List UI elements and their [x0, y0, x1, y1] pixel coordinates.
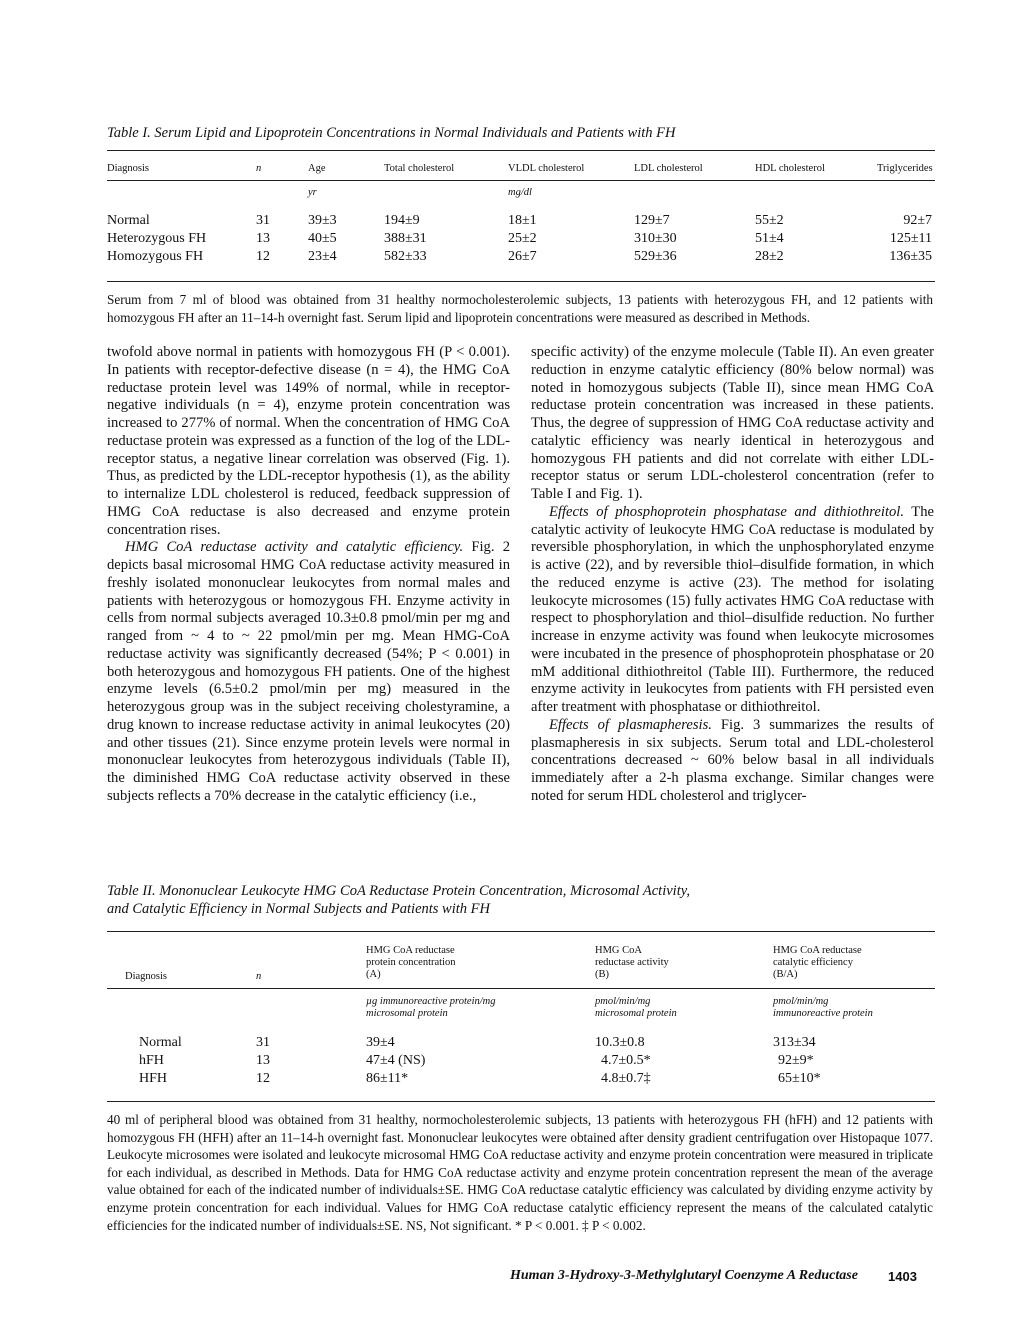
header-line: (A): [366, 969, 381, 980]
t1-h-tg: Triglycerides: [877, 163, 933, 174]
t2-unit-c: [773, 996, 873, 1020]
unit-line: µg immunoreactive protein/mg: [366, 996, 496, 1007]
t2-unit-b: [595, 996, 677, 1020]
cell: 25±2: [508, 231, 537, 246]
body-right-column: [531, 344, 934, 806]
t1-h-diagnosis: Diagnosis: [107, 163, 149, 174]
body-left-column: [107, 344, 510, 806]
paragraph-text: The catalytic activity of leukocyte HMG CoA reductase is modulated by reversible phosphorylation, in which the unphosphorylated enzyme is active (22), and by reversible thiol–disulfide formation, in which the reduced enzyme is active (23). The method for isolating leukocyte microsomes (15) fully activates HMG CoA reductase with respect to phosphorylation and thiol–disulfide reduction. No further increase in enzyme activity was found when leukocyte microsomes were incubated in the presence of phosphoprotein phosphatase or 20 mM additional dithiothreitol (Table III). Furthermore, the reduced enzyme activity in leukocytes from patients with FH persisted even after treatment with phosphatase or dithiothreitol.: [531, 503, 934, 715]
cell: 92±7: [903, 213, 932, 228]
cell: 39±3: [308, 213, 337, 228]
cell: 313±34: [773, 1035, 816, 1050]
t2-h-a: [366, 945, 456, 981]
cell: Homozygous FH: [107, 249, 204, 264]
cell: 310±30: [634, 231, 677, 246]
cell: 18±1: [508, 213, 537, 228]
header-line: HMG CoA: [595, 945, 642, 956]
unit-line: immunoreactive protein: [773, 1008, 873, 1019]
paragraph: [531, 344, 934, 504]
t2-h-c: [773, 945, 862, 981]
cell: 31: [256, 213, 270, 228]
cell: 23±4: [308, 249, 337, 264]
section-heading: Effects of phosphoprotein phosphatase and dithiothreitol.: [549, 503, 904, 520]
cell: 388±31: [384, 231, 427, 246]
t1-h-age: Age: [308, 163, 326, 174]
header-line: catalytic efficiency: [773, 957, 853, 968]
header-line: HMG CoA reductase: [773, 945, 862, 956]
cell: 4.8±0.7‡: [601, 1071, 651, 1086]
paragraph: [107, 539, 510, 805]
cell: 125±11: [889, 231, 932, 246]
cell: 39±4: [366, 1035, 395, 1050]
t1-h-total: Total cholesterol: [384, 163, 455, 174]
table1-caption: Table I. Serum Lipid and Lipoprotein Concentrations in Normal Individuals and Patients with FH: [107, 125, 676, 141]
cell: 582±33: [384, 249, 427, 264]
table1-top-rule: [107, 150, 935, 151]
cell: 28±2: [755, 249, 784, 264]
cell: 13: [256, 1053, 270, 1068]
cell: 40±5: [308, 231, 337, 246]
cell: 51±4: [755, 231, 784, 246]
t1-h-hdl: HDL cholesterol: [755, 163, 825, 174]
table1-header-rule: [107, 180, 935, 181]
table1-footnote: Serum from 7 ml of blood was obtained from 31 healthy normocholesterolemic subjects, 13 patients with heterozygous FH, and 12 patients with homozygous FH after an 11–14-h overnight fast. Serum lipid and lipoprotein concentrations were measured as described in Methods.: [107, 292, 933, 325]
t1-h-vldl: VLDL cholesterol: [508, 163, 585, 174]
running-title: Human 3-Hydroxy-3-Methylglutaryl Coenzyme A Reductase: [510, 1268, 858, 1283]
unit-line: pmol/min/mg: [773, 996, 829, 1007]
cell: Normal: [139, 1035, 182, 1050]
table2-header-rule: [107, 988, 935, 989]
paragraph-text: Fig. 2 depicts basal microsomal HMG CoA reductase activity measured in freshly isolated mononuclear leukocytes from normal males and patients with heterozygous or homozygous FH. Enzyme activity in cells from normal subjects averaged 10.3±0.8 pmol/min per mg and ranged from ~ 4 to ~ 22 pmol/min per mg. Mean HMG-CoA reductase activity was significantly decreased (54%; P < 0.001) in both heterozygous and homozygous FH patients. One of the highest enzyme levels (6.5±0.2 pmol/min per mg) measured in the heterozygous group was in the subject receiving cholestyramine, a drug known to increase reductase activity in animal leukocytes (20) and other tissues (21). Since enzyme protein levels were normal in mononuclear leukocytes from heterozygous individuals (Table II), the diminished HMG CoA reductase activity observed in these subjects reflects a 70% decrease in the catalytic efficiency (i.e.,: [107, 539, 510, 804]
page-number: 1403: [888, 1269, 917, 1284]
cell: 13: [256, 231, 270, 246]
cell: HFH: [139, 1071, 168, 1086]
header-line: HMG CoA reductase: [366, 945, 455, 956]
paragraph-text: Fig. 3 summarizes the results of plasmapheresis in six subjects. Serum total and LDL-cholesterol concentrations decreased ~ 60% below basal in all individuals immediately after a 2-h plasma exchange. Similar changes were noted for serum HDL cholesterol and triglycer-: [531, 716, 934, 804]
table2-top-rule: [107, 931, 935, 932]
unit-line: microsomal protein: [366, 1008, 448, 1019]
paragraph: [531, 717, 934, 806]
table2-footnote: 40 ml of peripheral blood was obtained from 31 healthy, normocholesterolemic subjects, 13 patients with heterozygous FH (hFH) and 12 patients with homozygous FH (HFH) after an 11–14-h overnight fast. Mononuclear leukocytes were obtained after density gradient centrifugation over Histopaque 1077. Leukocyte microsomes were isolated and leukocyte microsomal HMG CoA reductase activity and enzyme protein concentration were measured in triplicate for each individual, as described in Methods. Data for HMG CoA reductase activity and enzyme protein concentration represent the mean of the average value obtained for each of the indicated number of individuals±SE. HMG CoA reductase catalytic efficiency was calculated by dividing enzyme activity by enzyme protein concentration for each individual. Values for HMG CoA reductase catalytic efficiency represent the means of the calculated catalytic efficiencies for the indicated number of individuals±SE. NS, Not significant. * P < 0.001. ‡ P < 0.002.: [107, 1112, 933, 1233]
cell: 26±7: [508, 249, 537, 264]
header-line: (B): [595, 969, 609, 980]
cell: 55±2: [755, 213, 784, 228]
t1-unit-yr: yr: [308, 187, 317, 198]
cell: 12: [256, 1071, 270, 1086]
t1-unit-mgdl: mg/dl: [508, 187, 532, 198]
t2-h-n: n: [256, 971, 262, 982]
table2-bottom-rule: [107, 1101, 935, 1102]
section-heading: HMG CoA reductase activity and catalytic efficiency.: [125, 539, 464, 556]
paragraph: [107, 344, 510, 539]
cell: 12: [256, 249, 270, 264]
cell: 4.7±0.5*: [601, 1053, 651, 1068]
unit-line: pmol/min/mg: [595, 996, 651, 1007]
cell: 92±9*: [778, 1053, 814, 1068]
header-line: protein concentration: [366, 957, 456, 968]
table1-bottom-rule: [107, 281, 935, 282]
cell: 129±7: [634, 213, 670, 228]
table2-caption-line1: Table II. Mononuclear Leukocyte HMG CoA Reductase Protein Concentration, Microsomal Activity,: [107, 883, 690, 899]
cell: 47±4 (NS): [366, 1053, 426, 1068]
t2-unit-a: [366, 996, 496, 1020]
cell: hFH: [139, 1053, 164, 1068]
paragraph-text: twofold above normal in patients with homozygous FH (P < 0.001). In patients with receptor-defective disease (n = 4), the HMG CoA reductase protein level was 149% of normal, while in receptor-negative individuals (n = 4), enzyme protein concentration was increased to 277% of normal. When the concentration of HMG CoA reductase protein was expressed as a function of the log of the LDL-receptor status, a negative linear correlation was observed (Fig. 1). Thus, as predicted by the LDL-receptor hypothesis (1), as the ability to internalize LDL cholesterol is reduced, feedback suppression of HMG CoA reductase is also decreased and enzyme protein concentration rises.: [107, 344, 510, 538]
paragraph: [531, 504, 934, 717]
header-line: (B/A): [773, 969, 798, 980]
cell: 65±10*: [778, 1071, 821, 1086]
cell: 194±9: [384, 213, 420, 228]
cell: 31: [256, 1035, 270, 1050]
section-heading: Effects of plasmapheresis.: [549, 716, 712, 733]
cell: 136±35: [889, 249, 932, 264]
cell: Normal: [107, 213, 150, 228]
header-line: reductase activity: [595, 957, 669, 968]
t1-h-ldl: LDL cholesterol: [634, 163, 703, 174]
paragraph-text: specific activity) of the enzyme molecule (Table II). An even greater reduction in enzyme catalytic efficiency (80% below normal) was noted in homozygous subjects (Table II), since mean HMG CoA reductase protein concentration was increased in these patients. Thus, the degree of suppression of HMG CoA reductase activity and catalytic efficiency was nearly identical in heterozygous and homozygous FH patients and did not correlate with either LDL-receptor status or serum LDL-cholesterol concentration (refer to Table I and Fig. 1).: [531, 344, 934, 502]
t1-h-n: n: [256, 163, 262, 174]
cell: 529±36: [634, 249, 677, 264]
cell: 86±11*: [366, 1071, 409, 1086]
table2-caption-line2: and Catalytic Efficiency in Normal Subjects and Patients with FH: [107, 901, 490, 917]
cell: 10.3±0.8: [595, 1035, 645, 1050]
cell: Heterozygous FH: [107, 231, 207, 246]
unit-line: microsomal protein: [595, 1008, 677, 1019]
t2-h-diagnosis: Diagnosis: [125, 971, 167, 982]
t2-h-b: [595, 945, 669, 981]
